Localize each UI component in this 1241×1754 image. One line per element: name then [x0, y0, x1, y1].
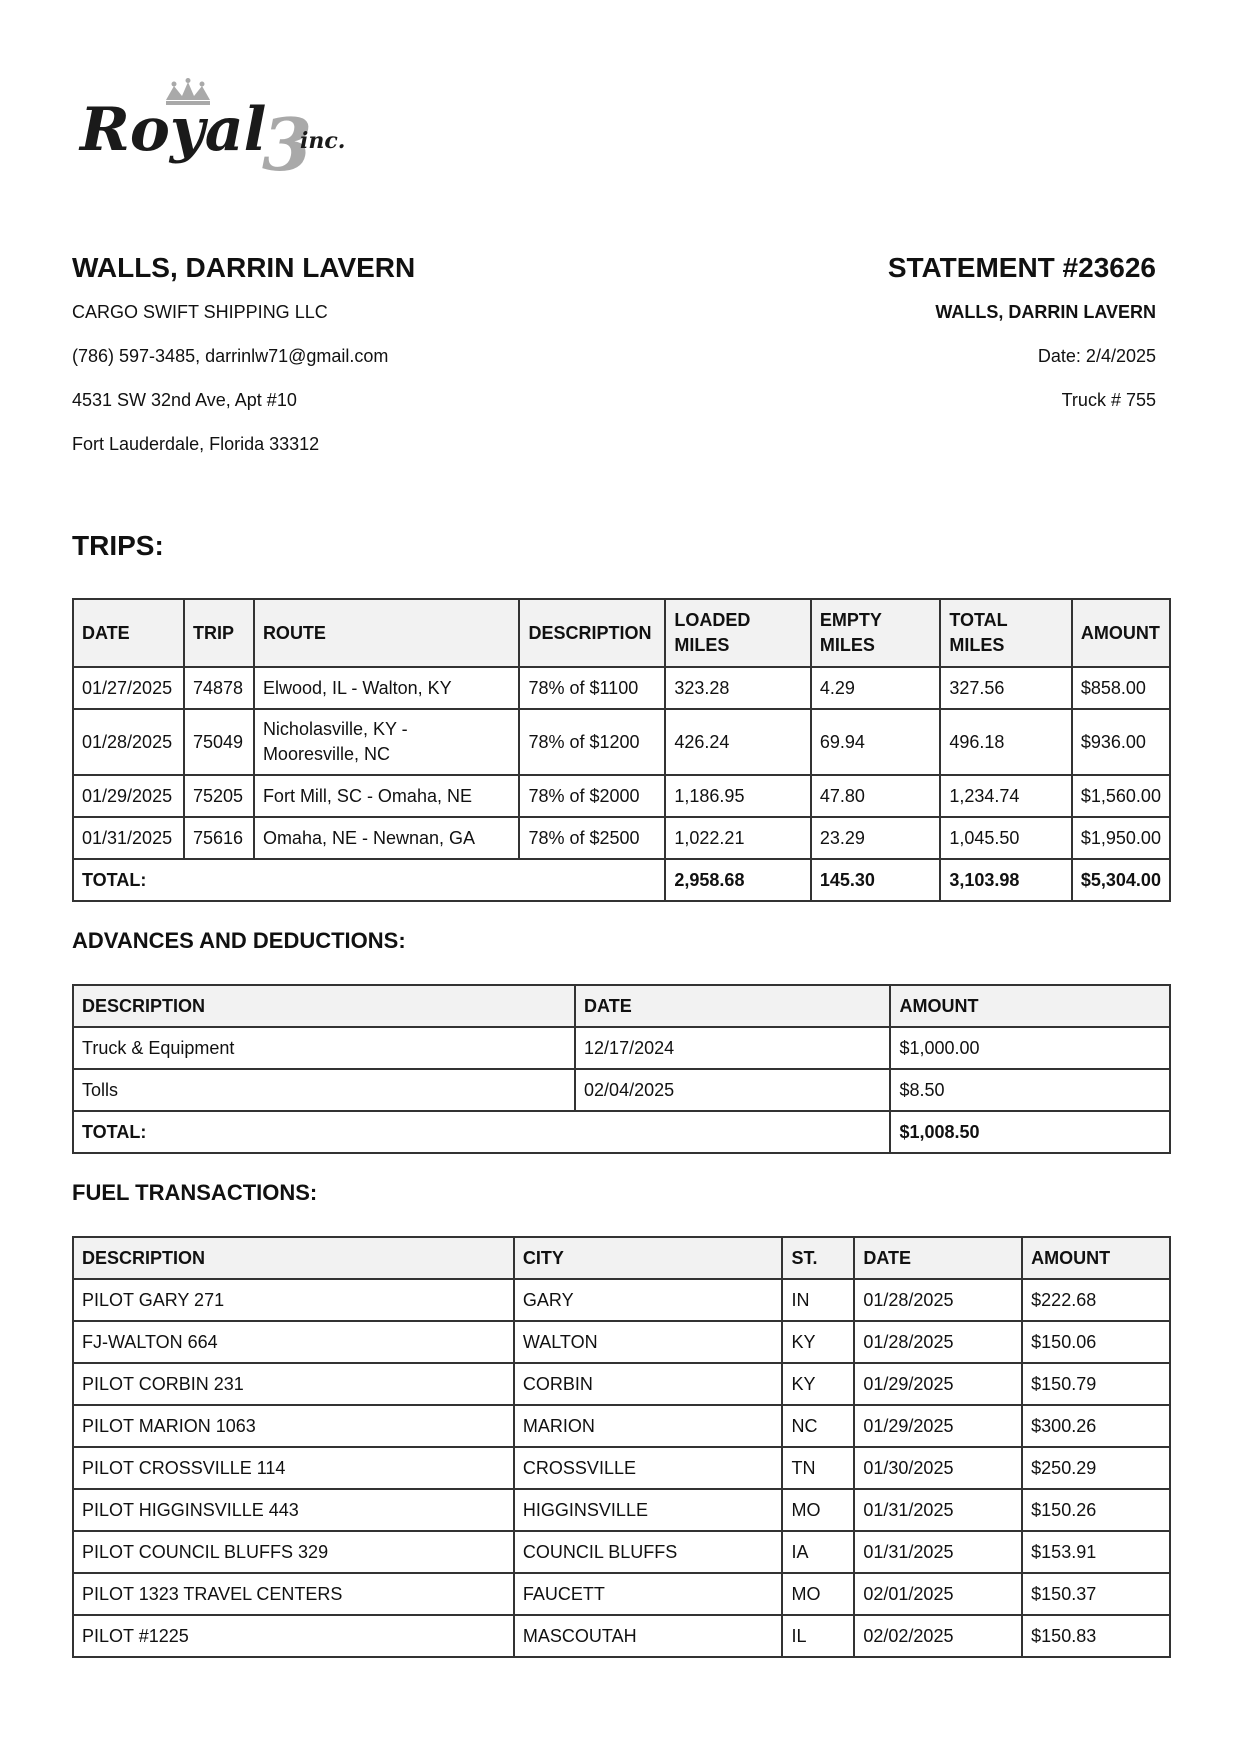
trip-description: 78% of $2000	[519, 775, 665, 817]
advances-total-row	[73, 1111, 1170, 1153]
fuel-state: NC	[782, 1405, 854, 1447]
fuel-city: CORBIN	[514, 1363, 783, 1405]
trip-number: 75049	[184, 709, 254, 775]
fuel-state: KY	[782, 1363, 854, 1405]
trip-loaded-miles: 426.24	[665, 709, 810, 775]
advance-description: Tolls	[73, 1069, 575, 1111]
fuel-description: PILOT CORBIN 231	[73, 1363, 514, 1405]
fuel-amount: $153.91	[1022, 1531, 1170, 1573]
table-row	[73, 1279, 1170, 1321]
fuel-city: GARY	[514, 1279, 783, 1321]
fuel-description: PILOT COUNCIL BLUFFS 329	[73, 1531, 514, 1573]
fuel-table	[72, 1236, 1171, 1658]
advances-title: ADVANCES AND DEDUCTIONS:	[72, 928, 406, 953]
fuel-amount: $250.29	[1022, 1447, 1170, 1489]
statement-truck: Truck # 755	[1061, 390, 1156, 410]
table-row	[73, 667, 1170, 709]
total-empty-miles: 145.30	[811, 859, 940, 901]
header-text: MILES	[949, 635, 1005, 655]
fuel-description: PILOT CROSSVILLE 114	[73, 1447, 514, 1489]
driver-info	[72, 246, 672, 466]
trip-loaded-miles: 1,186.95	[665, 775, 810, 817]
fuel-state: MO	[782, 1573, 854, 1615]
col-header-description: DESCRIPTION	[519, 599, 665, 667]
fuel-date: 01/28/2025	[854, 1321, 1022, 1363]
col-header-loaded-miles	[665, 599, 810, 667]
trip-loaded-miles: 1,022.21	[665, 817, 810, 859]
fuel-title: FUEL TRANSACTIONS:	[72, 1180, 318, 1205]
fuel-amount: $150.06	[1022, 1321, 1170, 1363]
table-row	[73, 775, 1170, 817]
fuel-state: IN	[782, 1279, 854, 1321]
statement-title: STATEMENT #23626	[887, 252, 1156, 283]
trip-route: Fort Mill, SC - Omaha, NE	[254, 775, 520, 817]
trip-route: Omaha, NE - Newnan, GA	[254, 817, 520, 859]
trip-total-miles: 496.18	[940, 709, 1072, 775]
col-header-date: DATE	[73, 599, 184, 667]
driver-address-line1: 4531 SW 32nd Ave, Apt #10	[72, 390, 297, 410]
col-header-amount: AMOUNT	[890, 985, 1170, 1027]
fuel-state: IL	[782, 1615, 854, 1657]
table-row	[73, 1363, 1170, 1405]
header-text: MILES	[819, 635, 875, 655]
trip-route	[254, 709, 520, 775]
fuel-state: IA	[782, 1531, 854, 1573]
fuel-amount: $222.68	[1022, 1279, 1170, 1321]
driver-name: WALLS, DARRIN LAVERN	[72, 252, 416, 283]
col-header-empty-miles	[811, 599, 940, 667]
trip-date: 01/27/2025	[73, 667, 184, 709]
col-header-route: ROUTE	[254, 599, 520, 667]
advances-table	[72, 984, 1171, 1154]
trips-title: TRIPS:	[72, 530, 164, 561]
fuel-date: 02/02/2025	[854, 1615, 1022, 1657]
table-row	[73, 817, 1170, 859]
col-header-description: DESCRIPTION	[73, 985, 575, 1027]
trip-number: 74878	[184, 667, 254, 709]
logo-graphic	[78, 78, 398, 198]
trip-empty-miles: 47.80	[811, 775, 940, 817]
advance-date: 12/17/2024	[575, 1027, 890, 1069]
col-header-amount: AMOUNT	[1022, 1237, 1170, 1279]
trip-total-miles: 1,045.50	[940, 817, 1072, 859]
fuel-state: TN	[782, 1447, 854, 1489]
trip-date: 01/28/2025	[73, 709, 184, 775]
col-header-date: DATE	[854, 1237, 1022, 1279]
fuel-amount: $150.37	[1022, 1573, 1170, 1615]
fuel-city: MASCOUTAH	[514, 1615, 783, 1657]
trip-amount: $1,950.00	[1072, 817, 1170, 859]
total-amount: $1,008.50	[890, 1111, 1170, 1153]
col-header-trip: TRIP	[184, 599, 254, 667]
table-row	[73, 1069, 1170, 1111]
trip-route: Elwood, IL - Walton, KY	[254, 667, 520, 709]
table-row	[73, 1615, 1170, 1657]
trip-empty-miles: 69.94	[811, 709, 940, 775]
total-amount: $5,304.00	[1072, 859, 1170, 901]
col-header-city: CITY	[514, 1237, 783, 1279]
fuel-city: FAUCETT	[514, 1573, 783, 1615]
trips-header-row	[73, 599, 1170, 667]
trip-amount: $858.00	[1072, 667, 1170, 709]
fuel-date: 01/31/2025	[854, 1489, 1022, 1531]
statement-name: WALLS, DARRIN LAVERN	[935, 302, 1156, 322]
fuel-amount: $150.79	[1022, 1363, 1170, 1405]
col-header-total-miles	[940, 599, 1072, 667]
fuel-amount: $150.83	[1022, 1615, 1170, 1657]
table-row	[73, 1489, 1170, 1531]
fuel-amount: $300.26	[1022, 1405, 1170, 1447]
fuel-date: 01/31/2025	[854, 1531, 1022, 1573]
fuel-date: 02/01/2025	[854, 1573, 1022, 1615]
total-loaded-miles: 2,958.68	[665, 859, 810, 901]
advance-amount: $8.50	[890, 1069, 1170, 1111]
col-header-description: DESCRIPTION	[73, 1237, 514, 1279]
table-row	[73, 1027, 1170, 1069]
fuel-description: PILOT MARION 1063	[73, 1405, 514, 1447]
advances-header-row	[73, 985, 1170, 1027]
total-label: TOTAL:	[73, 859, 665, 901]
trip-description: 78% of $2500	[519, 817, 665, 859]
fuel-description: PILOT GARY 271	[73, 1279, 514, 1321]
fuel-description: FJ-WALTON 664	[73, 1321, 514, 1363]
header-text: LOADED	[674, 610, 751, 630]
table-row	[73, 1447, 1170, 1489]
fuel-description: PILOT 1323 TRAVEL CENTERS	[73, 1573, 514, 1615]
company-logo	[78, 78, 398, 198]
fuel-state: KY	[782, 1321, 854, 1363]
driver-contact: (786) 597-3485, darrinlw71@gmail.com	[72, 346, 389, 366]
trip-loaded-miles: 323.28	[665, 667, 810, 709]
col-header-date: DATE	[575, 985, 890, 1027]
fuel-city: MARION	[514, 1405, 783, 1447]
statement-info	[656, 246, 1156, 422]
table-row	[73, 1321, 1170, 1363]
trip-empty-miles: 23.29	[811, 817, 940, 859]
trip-total-miles: 327.56	[940, 667, 1072, 709]
driver-address-line2: Fort Lauderdale, Florida 33312	[72, 434, 320, 454]
col-header-state: ST.	[782, 1237, 854, 1279]
trip-number: 75205	[184, 775, 254, 817]
fuel-amount: $150.26	[1022, 1489, 1170, 1531]
fuel-date: 01/30/2025	[854, 1447, 1022, 1489]
trip-amount: $1,560.00	[1072, 775, 1170, 817]
trips-total-row	[73, 859, 1170, 901]
col-header-amount: AMOUNT	[1072, 599, 1170, 667]
trips-table	[72, 598, 1171, 902]
trip-number: 75616	[184, 817, 254, 859]
fuel-description: PILOT HIGGINSVILLE 443	[73, 1489, 514, 1531]
advance-description: Truck & Equipment	[73, 1027, 575, 1069]
logo-numeral: 3	[262, 102, 313, 187]
driver-company: CARGO SWIFT SHIPPING LLC	[72, 302, 328, 322]
trip-description: 78% of $1100	[519, 667, 665, 709]
table-row	[73, 1531, 1170, 1573]
total-label: TOTAL:	[73, 1111, 890, 1153]
logo-suffix: inc.	[300, 128, 346, 154]
fuel-city: CROSSVILLE	[514, 1447, 783, 1489]
route-line: Mooresville, NC	[262, 744, 390, 764]
fuel-date: 01/29/2025	[854, 1363, 1022, 1405]
fuel-date: 01/29/2025	[854, 1405, 1022, 1447]
advance-amount: $1,000.00	[890, 1027, 1170, 1069]
trip-amount: $936.00	[1072, 709, 1170, 775]
advance-date: 02/04/2025	[575, 1069, 890, 1111]
fuel-state: MO	[782, 1489, 854, 1531]
logo-script-text: Royal	[80, 95, 267, 165]
trip-date: 01/31/2025	[73, 817, 184, 859]
trip-date: 01/29/2025	[73, 775, 184, 817]
table-row	[73, 1405, 1170, 1447]
fuel-date: 01/28/2025	[854, 1279, 1022, 1321]
trip-empty-miles: 4.29	[811, 667, 940, 709]
table-row	[73, 709, 1170, 775]
statement-date: Date: 2/4/2025	[1037, 346, 1156, 366]
total-total-miles: 3,103.98	[940, 859, 1072, 901]
trip-total-miles: 1,234.74	[940, 775, 1072, 817]
header-text: EMPTY	[819, 610, 882, 630]
fuel-city: HIGGINSVILLE	[514, 1489, 783, 1531]
fuel-description: PILOT #1225	[73, 1615, 514, 1657]
trip-description: 78% of $1200	[519, 709, 665, 775]
fuel-city: COUNCIL BLUFFS	[514, 1531, 783, 1573]
fuel-city: WALTON	[514, 1321, 783, 1363]
route-line: Nicholasville, KY -	[262, 719, 408, 739]
header-text: MILES	[674, 635, 730, 655]
header-text: TOTAL	[949, 610, 1008, 630]
table-row	[73, 1573, 1170, 1615]
fuel-header-row	[73, 1237, 1170, 1279]
